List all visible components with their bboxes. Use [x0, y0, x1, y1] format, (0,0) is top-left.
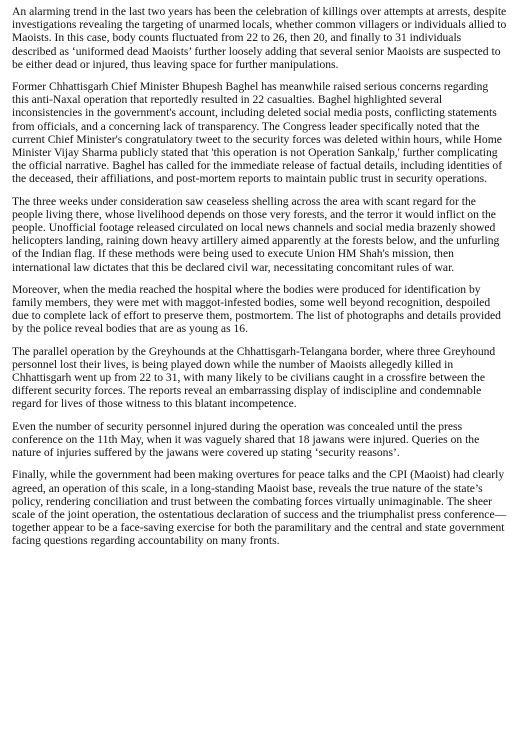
paragraph-killings-trend: An alarming trend in the last two years has been the celebration of killings over attempts at arrests, despite investigations revealing the targeting of unarmed locals, whether common villagers or individuals allied to Maoists. In this case, body counts fluctuated from 22 to 26, then 20, and finally to 31 individuals described as ‘uniformed dead Maoists’ further loosely adding that several senior Maoists are suspected to be either dead or injured, thus leaving space for further manipulations. — [12, 5, 507, 71]
paragraph-greyhounds-operation: The parallel operation by the Greyhounds at the Chhattisgarh-Telangana border, where three Greyhound personnel lost their lives, is being played down while the number of Maoists allegedly killed in Chhattisgarh went up from 22 to 31, with many likely to be civilians caught in a crossfire between the different security forces. The reports reveal an embarrassing display of indiscipline and condemnable regard for lives of those witness to this blatant incompetence. — [12, 344, 496, 411]
paragraph-shelling: The three weeks under consideration saw ceaseless shelling across the area with scant regard for the people living there, whose livelihood depends on those very forests, and the terror it would inflict on the people. Unofficial footage released circulated on local news channels and social media brazenly showed helicopters landing, raining down heavy artillery aimed apparently at the forests below, and the unfurling of the Indian flag. If these methods were being used to execute Union HM Shah's mission, then international law dictates that this be declared civil war, necessitating concomitant rules of war. — [12, 194, 500, 274]
paragraph-baghel-concerns: Former Chhattisgarh Chief Minister Bhupesh Baghel has meanwhile raised serious concerns regarding this anti-Naxal operation that reportedly resulted in 22 casualties. Baghel highlighted several inconsistencies in the government's account, including deleted social media posts, conflicting statements from officials, and a concerning lack of transparency. The Congress leader specifically noted that the current Chief Minister's congratulatory tweet to the security forces was deleted within hours, while Home Minister Vijay Sharma publicly stated that 'this operation is not Operation Sankalp,' further complicating the official narrative. Baghel has called for the immediate release of factual details, including identities of the deceased, their affiliations, and post-mortem reports to maintain public trust in security operations. — [12, 80, 503, 186]
paragraph-injured-personnel: Even the number of security personnel injured during the operation was concealed until the press conference on the 11th May, when it was vaguely shared that 18 jawans were injured. Queries on the nature of injuries suffered by the jawans were covered up stating ‘security reasons’. — [12, 419, 480, 460]
paragraph-hospital-bodies: Moreover, when the media reached the hospital where the bodies were produced for identification by family members, they were met with maggot-infested bodies, some well beyond recognition, despoiled due to complete lack of effort to preserve them, postmortem. The list of photographs and details provided by the police reveal bodies that are as young as 16. — [12, 282, 501, 336]
paragraph-peace-talks: Finally, while the government had been making overtures for peace talks and the CPI (Maoist) had clearly agreed, an operation of this scale, in a long-standing Maoist base, reveals the true nature of the state’s policy, rendering conciliation and trust between the combating forces virtually unimaginable. The sheer scale of the joint operation, the ostentatious declaration of success and the triumphalist press conference—together appear to be a face-saving exercise for both the paramilitary and the central and state government facing questions regarding accountability on many fronts. — [12, 468, 507, 548]
